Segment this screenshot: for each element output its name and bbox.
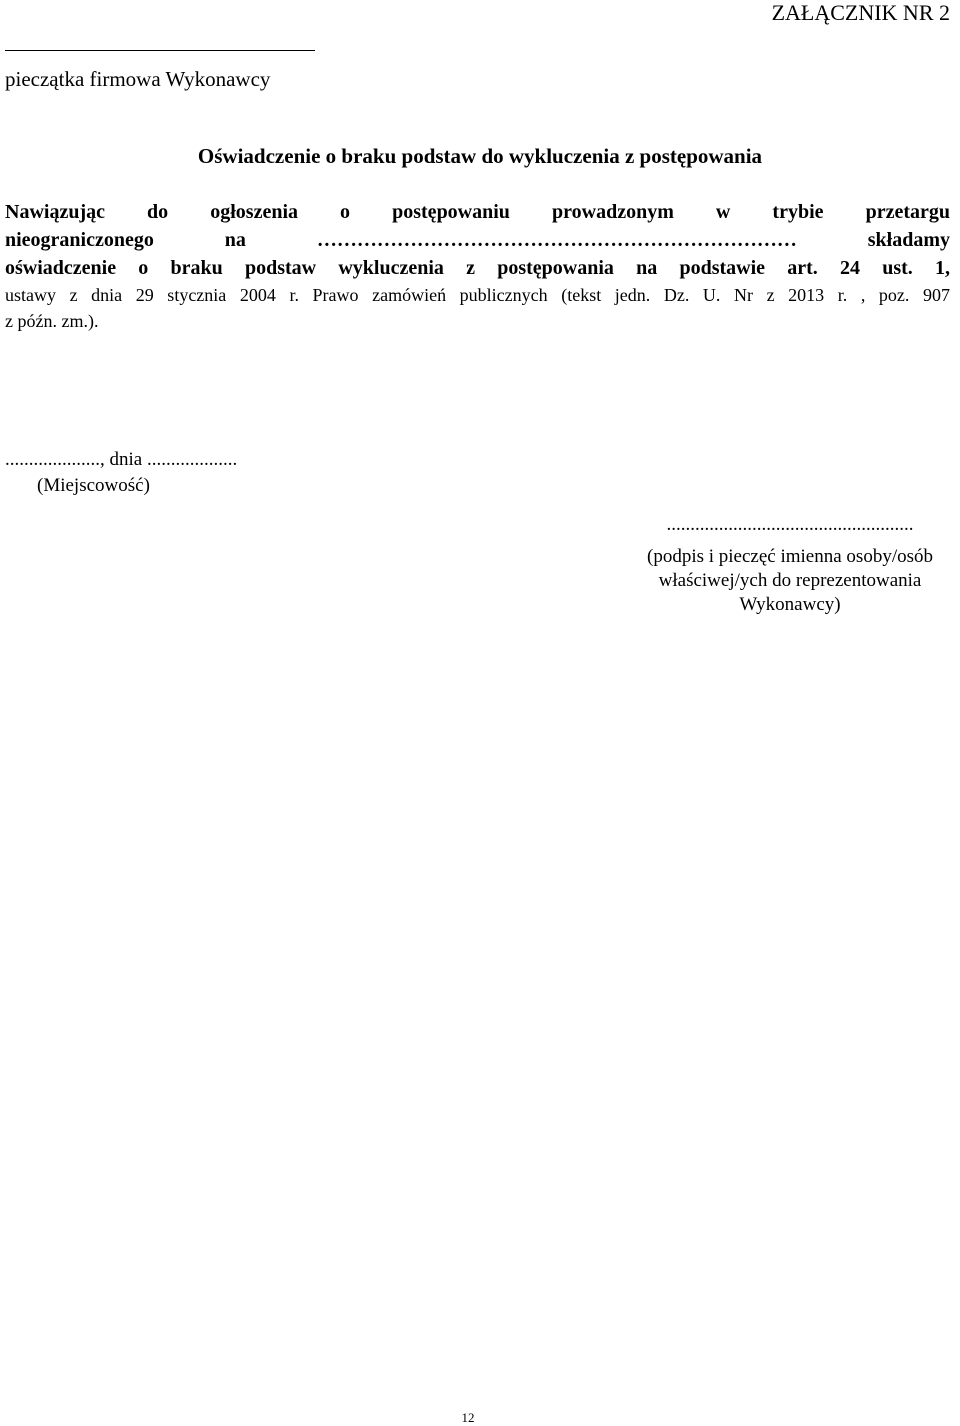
place-label: (Miejscowość) xyxy=(37,475,150,496)
body-line-2: nieograniczonego na ……………………………………………………………… składamy xyxy=(5,229,950,251)
signature-caption xyxy=(610,545,960,617)
signature-caption-line-1: (podpis i pieczęć imienna osoby/osób xyxy=(647,546,933,567)
page-number: 12 xyxy=(461,1410,475,1425)
document-title: Oświadczenie o braku podstaw do wykluczenia z postępowania xyxy=(197,144,763,168)
body-line-4: ustawy z dnia 29 stycznia 2004 r. Prawo zamówień publicznych (tekst jedn. Dz. U. Nr z 2013 r. , poz. 907 xyxy=(5,285,950,305)
place-date-line: ...................., dnia ................... xyxy=(5,449,238,470)
body-line-3: oświadczenie o braku podstaw wykluczenia z postępowania na podstawie art. 24 ust. 1, xyxy=(5,257,950,279)
stamp-label: pieczątka firmowa Wykonawcy xyxy=(5,67,271,91)
signature-caption-line-3: Wykonawcy) xyxy=(739,594,841,615)
body-line-1: Nawiązując do ogłoszenia o postępowaniu prowadzonym w trybie przetargu xyxy=(5,201,950,223)
signature-block xyxy=(610,513,960,617)
body-line-5: z późn. zm.). xyxy=(5,311,99,331)
signature-dots: .................................................... xyxy=(666,514,914,535)
signature-caption-line-2: właściwej/ych do reprezentowania xyxy=(658,570,922,591)
annex-label: ZAŁĄCZNIK NR 2 xyxy=(771,0,950,25)
stamp-line xyxy=(5,50,315,51)
